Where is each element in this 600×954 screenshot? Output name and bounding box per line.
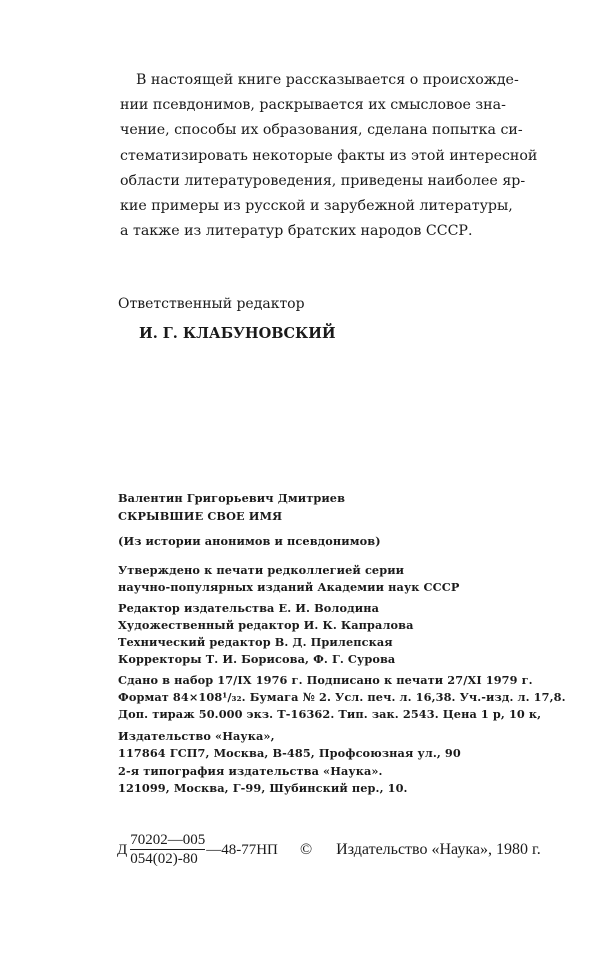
abstract-line: области литературоведения, приведены наиболее яр- xyxy=(120,173,526,189)
imprint-line: Издательство «Наука», xyxy=(118,729,275,743)
imprint-line: Сдано в набор 17/IX 1976 г. Подписано к печати 27/XI 1979 г. xyxy=(118,673,533,687)
author-name: Валентин Григорьевич Дмитриев xyxy=(118,491,346,505)
responsible-editor-label: Ответственный редактор xyxy=(118,296,305,312)
classification-fraction xyxy=(130,832,205,868)
classification-code xyxy=(117,832,278,868)
imprint-line: 2-я типография издательства «Наука». xyxy=(118,764,383,778)
book-subtitle: (Из истории анонимов и псевдонимов) xyxy=(118,534,381,548)
imprint-line: 121099, Москва, Г-99, Шубинский пер., 10. xyxy=(118,781,408,795)
imprint-line: Формат 84×108¹/₃₂. Бумага № 2. Усл. печ. л. 16,38. Уч.-изд. л. 17,8. xyxy=(118,690,566,704)
abstract-line: стематизировать некоторые факты из этой интересной xyxy=(120,148,538,164)
imprint-line: 117864 ГСП7, Москва, В-485, Профсоюзная ул., 90 xyxy=(118,746,461,760)
abstract-line: кие примеры из русской и зарубежной литературы, xyxy=(120,198,513,214)
responsible-editor-name: И. Г. КЛАБУНОВСКИЙ xyxy=(139,325,336,342)
imprint-line: Художественный редактор И. К. Капралова xyxy=(118,618,414,632)
copyright-text: Издательство «Наука», 1980 г. xyxy=(336,841,541,858)
book-title: СКРЫВШИЕ СВОЕ ИМЯ xyxy=(118,509,283,523)
classification-suffix: —48-77НП xyxy=(206,841,278,858)
copyright xyxy=(300,841,541,859)
copyright-icon: © xyxy=(300,841,313,858)
classification-prefix: Д xyxy=(117,841,128,858)
abstract-line: нии псевдонимов, раскрывается их смысловое зна- xyxy=(120,97,506,113)
imprint-line: Доп. тираж 50.000 экз. Т-16362. Тип. зак. 2543. Цена 1 р, 10 к, xyxy=(118,707,542,721)
classification-numerator: 70202—005 xyxy=(130,832,206,848)
imprint-line: Технический редактор В. Д. Прилепская xyxy=(118,635,393,649)
imprint-line: научно-популярных изданий Академии наук СССР xyxy=(118,580,460,594)
imprint-line: Утверждено к печати редколлегией серии xyxy=(118,563,405,577)
abstract-line: чение, способы их образования, сделана попытка си- xyxy=(120,122,523,138)
classification-denominator: 054(02)-80 xyxy=(130,849,205,868)
imprint-line: Редактор издательства Е. И. Володина xyxy=(118,601,379,615)
abstract-line: В настоящей книге рассказывается о происхожде- xyxy=(136,72,519,88)
abstract-line: а также из литератур братских народов СССР. xyxy=(120,223,473,239)
imprint-line: Корректоры Т. И. Борисова, Ф. Г. Сурова xyxy=(118,652,396,666)
